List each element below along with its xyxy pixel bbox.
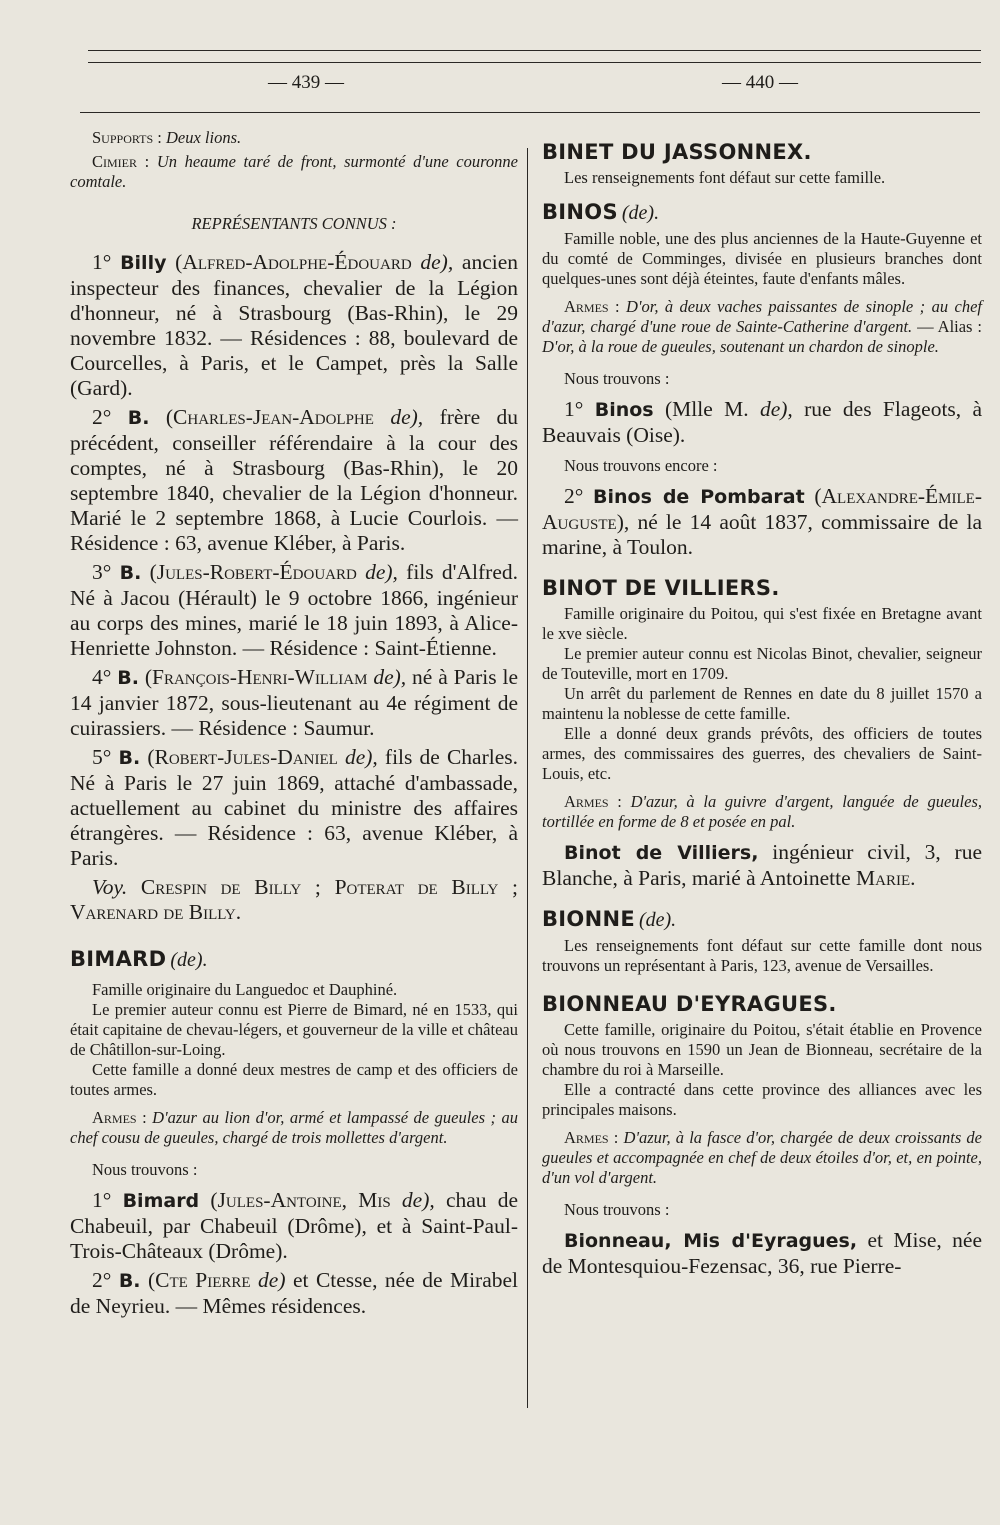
- entry-given-names: (François-Henri-William: [144, 665, 368, 689]
- entry-name: B.: [118, 747, 141, 769]
- entry-spouse: Marie.: [856, 866, 916, 890]
- paragraph: Un arrêt du parlement de Rennes en date du 8 juillet 1570 a maintenu la noblesse de cette famille.: [542, 684, 982, 723]
- binet-heading-line: [542, 140, 982, 164]
- alias-blazon: D'or, à la roue de gueules, soutenant un chardon de sinople.: [542, 337, 939, 356]
- entry-particle: de): [258, 1268, 286, 1292]
- entry-number: 2°: [564, 484, 584, 508]
- voy-line: [70, 875, 518, 925]
- page-number-right: — 440 —: [722, 72, 798, 93]
- entry-number: 5°: [92, 745, 112, 769]
- section-heading: BIMARD: [70, 947, 167, 971]
- nous-trouvons: Nous trouvons :: [564, 369, 670, 388]
- page-number-left: — 439 —: [268, 72, 344, 93]
- entry-binos-pombarat: [542, 484, 982, 560]
- section-heading: BINET DU JASSONNEX.: [542, 140, 812, 164]
- entry-billy-jules: [70, 560, 518, 661]
- entry-particle: de),: [401, 1188, 435, 1212]
- armes-label: Armes :: [92, 1108, 147, 1127]
- entry-name: Bimard: [122, 1190, 200, 1212]
- nous-trouvons: Nous trouvons :: [92, 1160, 198, 1179]
- section-heading: BIONNEAU D'EYRAGUES.: [542, 992, 837, 1016]
- armes-text: D'azur, à la fasce d'or, chargée de deux croissants de gueules et accompagnée en chef de deux étoiles d'or, et, en pointe, d'un vol d'argent.: [542, 1128, 983, 1187]
- column-separator: [527, 148, 528, 1408]
- entry-number: 4°: [92, 665, 112, 689]
- paragraph: Cette famille, originaire du Poitou, s'était établie en Provence où nous trouvons en 1590 un Jean de Bionneau, secrétaire de la chambre du roi à Marseille.: [542, 1020, 982, 1079]
- entry-given-names: (Alfred-Adolphe-Édouard: [175, 250, 412, 274]
- armes-line: [542, 1128, 982, 1188]
- paragraph: Le premier auteur connu est Nicolas Binot, chevalier, seigneur de Touteville, mort en 1709.: [542, 644, 982, 683]
- entry-name: B.: [117, 667, 139, 689]
- entry-name: Bionneau, Mis d'Eyragues,: [564, 1230, 858, 1252]
- voy-text: Crespin de Billy ; Poterat de Billy ; Varenard de Billy.: [70, 875, 518, 924]
- bionneau-heading-line: [542, 992, 982, 1016]
- section-particle: (de).: [170, 949, 208, 971]
- entry-text: ingénieur civil, 3, rue Blanche, à Paris, marié à Antoinette: [542, 840, 983, 890]
- entry-number: 1°: [92, 250, 112, 274]
- cimier-text: Un heaume taré de front, surmonté d'une couronne comtale.: [70, 152, 518, 191]
- entry-given-names: (Robert-Jules-Daniel: [147, 745, 338, 769]
- entry-bionneau: [542, 1228, 982, 1279]
- entry-name: Binos: [594, 399, 654, 421]
- entry-binot-de-villiers: [542, 840, 982, 891]
- nous-trouvons-encore: Nous trouvons encore :: [564, 456, 718, 475]
- entry-text: chau de Chabeuil, par Chabeuil (Drôme), et à Saint-Paul-Trois-Châteaux (Drôme).: [70, 1188, 519, 1263]
- top-rule: [88, 50, 981, 51]
- armes-line: [542, 792, 982, 832]
- paragraph: Les renseignements font défaut sur cette famille dont nous trouvons un représentant à Paris, 123, avenue de Versailles.: [542, 936, 982, 975]
- entry-text: rue des Flageots, à Beauvais (Oise).: [542, 397, 983, 447]
- section-heading: BINOT DE VILLIERS.: [542, 576, 780, 600]
- entry-billy-robert: [70, 745, 518, 871]
- voy-label: Voy.: [92, 875, 128, 899]
- entry-name: Billy: [120, 252, 167, 274]
- binos-heading-line: [542, 200, 982, 225]
- paragraph: Le premier auteur connu est Pierre de Bimard, né en 1533, qui était capitaine de chevau-légers, et gouverneur de la ville et château de Châtillon-sur-Loing.: [70, 1000, 518, 1059]
- paragraph: Elle a contracté dans cette province des alliances avec les principales maisons.: [542, 1080, 982, 1119]
- armes-label: Armes :: [564, 792, 622, 811]
- armes-line: [70, 1108, 518, 1148]
- section-heading: BIONNE: [542, 907, 635, 931]
- section-heading: BINOS: [542, 200, 618, 224]
- entry-particle: de),: [344, 745, 378, 769]
- entry-number: 2°: [92, 405, 112, 429]
- entry-given-names: (Cte Pierre: [148, 1268, 251, 1292]
- header-rule: [80, 112, 980, 113]
- armes-line: [542, 297, 982, 357]
- entry-given-names: (Jules-Antoine, Mis: [210, 1188, 391, 1212]
- bimard-heading-line: [70, 947, 518, 972]
- alias-label: — Alias :: [917, 317, 983, 336]
- left-column: [70, 128, 518, 1319]
- cimier-label: Cimier :: [92, 152, 150, 171]
- entry-name: B.: [118, 1270, 141, 1292]
- paragraph: Elle a donné deux grands prévôts, des officiers de toutes armes, des commissaires des guerres, des chevaliers de Saint-Louis, etc.: [542, 724, 982, 783]
- entry-given-names: (Jules-Robert-Édouard: [149, 560, 357, 584]
- entry-particle: de),: [365, 560, 398, 584]
- entry-billy-francois: [70, 665, 518, 741]
- entry-bimard-pierre: [70, 1268, 518, 1319]
- bionne-heading-line: [542, 907, 982, 932]
- entry-text: fils d'Alfred. Né à Jacou (Hérault) le 9 octobre 1866, ingénieur au corps des mines, marié le 18 juin 1893, à Alice-Henriette Johnston. — Résidence : Saint-Étienne.: [70, 560, 518, 660]
- paragraph: Famille originaire du Poitou, qui s'est fixée en Bretagne avant le xve siècle.: [542, 604, 982, 643]
- paragraph: Famille originaire du Languedoc et Dauphiné.: [92, 980, 398, 999]
- entry-number: 2°: [92, 1268, 112, 1292]
- section-particle: (de).: [638, 909, 677, 931]
- armes-text: D'or, à deux vaches paissantes de sinople ; au chef d'azur, chargé d'une roue de Sainte-Catherine d'argent.: [542, 297, 982, 336]
- nous-trouvons: Nous trouvons :: [564, 1200, 670, 1219]
- entry-particle: de),: [420, 250, 454, 274]
- entry-number: 1°: [92, 1188, 112, 1212]
- entry-text: fils de Charles. Né à Paris le 27 juin 1869, attaché d'ambassade, actuellement au cabinet du ministre des affaires étrangères. — Résidence : 63, avenue Kléber, à Paris.: [70, 745, 519, 870]
- right-column: [542, 128, 982, 1279]
- entry-text: et Ctesse, née de Mirabel de Neyrieu. — Mêmes résidences.: [70, 1268, 519, 1318]
- entry-number: 3°: [92, 560, 112, 584]
- entry-billy-alfred: [70, 250, 518, 401]
- armes-text: D'azur au lion d'or, armé et lampassé de gueules ; au chef cousu de gueules, chargé de trois mollettes d'argent.: [70, 1108, 518, 1147]
- entry-text: né à Paris le 14 janvier 1872, sous-lieutenant au 4e régiment de cuirassiers. — Résidence : Saumur.: [70, 665, 519, 740]
- entry-text: frère du précédent, conseiller référendaire à la cour des comptes, né à Strasbourg (Bas-Rhin), le 20 septembre 1840, chevalier de la Légion d'honneur. Marié le 2 septembre 1868, à Lucie Courlois. — Résidence : 63, avenue Kléber, à Paris.: [70, 405, 519, 555]
- top-rule-thin: [88, 62, 981, 63]
- armes-label: Armes :: [564, 1128, 619, 1147]
- supports-text: Deux lions.: [165, 128, 242, 147]
- entry-binos: [542, 397, 982, 448]
- entry-given-names: (Charles-Jean-Adolphe: [165, 405, 374, 429]
- binot-heading-line: [542, 576, 982, 600]
- entry-given-names: (Alexandre-Émile-Auguste),: [542, 484, 982, 534]
- entry-particle: de),: [759, 397, 793, 421]
- entry-billy-charles: [70, 405, 518, 556]
- entry-name: Binot de Villiers,: [564, 842, 759, 864]
- paragraph: Cette famille a donné deux mestres de camp et des officiers de toutes armes.: [70, 1060, 518, 1099]
- armes-label: Armes :: [564, 297, 620, 316]
- paragraph: Les renseignements font défaut sur cette famille.: [564, 168, 886, 187]
- supports-line: [70, 128, 518, 148]
- paragraph: Famille noble, une des plus anciennes de la Haute-Guyenne et du comté de Comminges, divisée en plusieurs branches dont quelques-unes sont déjà éteintes, faute d'enfants mâles.: [542, 229, 982, 288]
- entry-text: et Mise, née de Montesquiou-Fezensac, 36, rue Pierre-: [542, 1228, 983, 1278]
- entry-number: 1°: [564, 397, 584, 421]
- entry-text: ancien inspecteur des finances, chevalier de la Légion d'honneur, né à Strasbourg (Bas-Rhin), le 29 novembre 1832. — Résidences : 88, boulevard de Courcelles, à Paris, et le Campet, près la Salle (Gard).: [70, 250, 519, 400]
- supports-label: Supports :: [92, 128, 162, 147]
- section-particle: (de).: [621, 202, 660, 224]
- entry-particle: de),: [390, 405, 424, 429]
- entry-given-names: (Mlle M.: [664, 397, 749, 421]
- entry-name: B.: [127, 407, 150, 429]
- entry-bimard-jules: [70, 1188, 518, 1264]
- entry-name: Binos de Pombarat: [593, 486, 805, 508]
- entry-particle: de),: [373, 665, 407, 689]
- entry-name: B.: [119, 562, 142, 584]
- cimier-line: [70, 152, 518, 192]
- representants-heading: REPRÉSENTANTS CONNUS :: [191, 214, 397, 233]
- entry-text: né le 14 août 1837, commissaire de la marine, à Toulon.: [542, 510, 982, 559]
- armes-text: D'azur, à la guivre d'argent, languée de gueules, tortillée en forme de 8 et posée en pal.: [542, 792, 982, 831]
